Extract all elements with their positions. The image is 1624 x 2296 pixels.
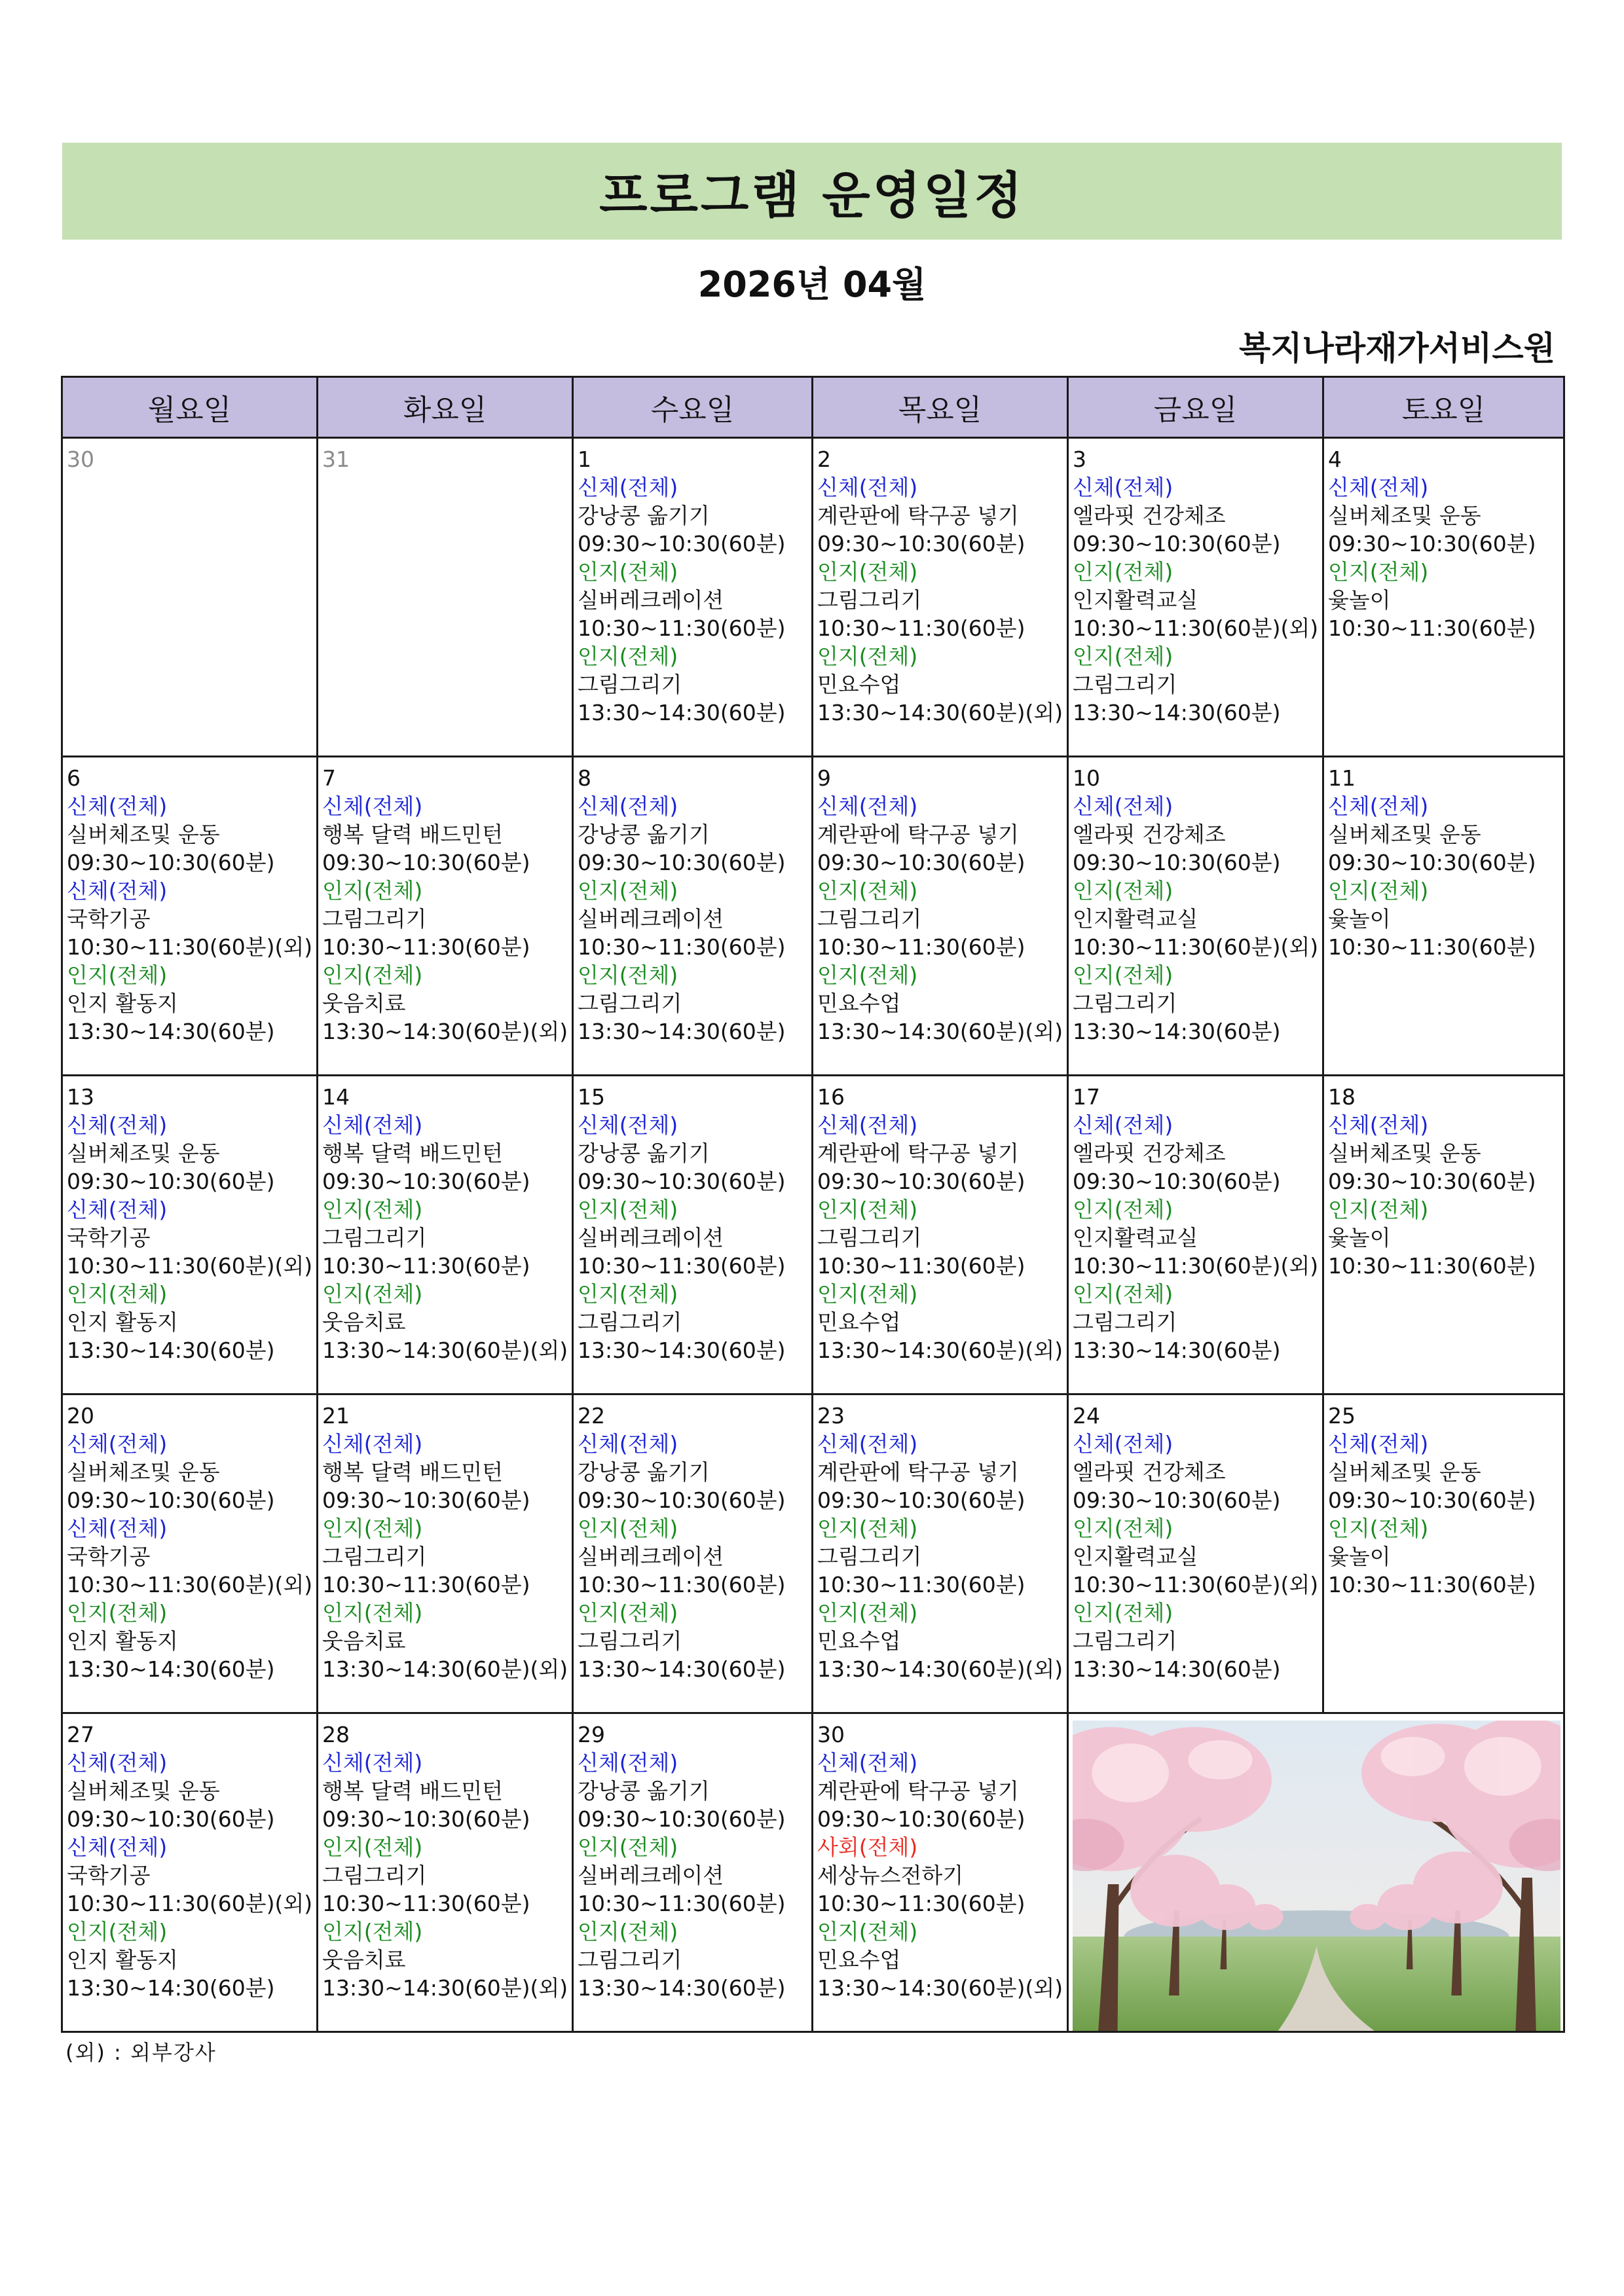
day-number: 1 bbox=[578, 446, 591, 472]
day-number: 27 bbox=[67, 1722, 94, 1747]
program-time: 10:30~11:30(60분) bbox=[578, 1253, 786, 1279]
calendar-day-cell bbox=[573, 438, 813, 757]
calendar-day-cell bbox=[62, 1713, 318, 2032]
program-category: 신체(전체) bbox=[1073, 475, 1173, 500]
program-time: 10:30~11:30(60분) bbox=[817, 1572, 1025, 1597]
program-category: 인지(전체) bbox=[67, 962, 168, 988]
program-category: 인지(전체) bbox=[817, 1281, 918, 1307]
program-activity: 그림그리기 bbox=[578, 672, 682, 697]
calendar-day-cell bbox=[573, 1713, 813, 2032]
program-time: 13:30~14:30(60분) bbox=[1073, 1019, 1281, 1044]
program-activity: 민요수업 bbox=[817, 1947, 901, 1973]
program-activity: 웃음치료 bbox=[322, 991, 406, 1016]
program-time: 09:30~10:30(60분) bbox=[817, 1169, 1025, 1194]
program-category: 인지(전체) bbox=[322, 1834, 423, 1860]
cherry-blossom-illustration bbox=[1073, 1721, 1560, 2031]
program-category: 신체(전체) bbox=[1073, 1112, 1173, 1138]
day-number: 30 bbox=[67, 446, 94, 472]
program-category: 신체(전체) bbox=[817, 1431, 918, 1457]
program-category: 인지(전체) bbox=[1073, 1600, 1173, 1626]
program-category: 신체(전체) bbox=[67, 878, 168, 903]
program-activity: 윷놀이 bbox=[1328, 1225, 1391, 1250]
program-category: 신체(전체) bbox=[578, 1112, 678, 1138]
program-category: 신체(전체) bbox=[817, 1112, 918, 1138]
program-activity: 엘라핏 건강체조 bbox=[1073, 1459, 1226, 1485]
day-number: 3 bbox=[1073, 446, 1086, 472]
program-category: 사회(전체) bbox=[817, 1834, 918, 1860]
program-category: 인지(전체) bbox=[1328, 1197, 1429, 1222]
program-time: 13:30~14:30(60분) bbox=[578, 1975, 786, 2001]
program-time: 10:30~11:30(60분) bbox=[1328, 934, 1536, 960]
title-banner bbox=[62, 143, 1562, 240]
program-time: 10:30~11:30(60분) bbox=[1328, 615, 1536, 641]
weekday-header: 목요일 bbox=[813, 377, 1068, 438]
program-activity: 강낭콩 옮기기 bbox=[578, 503, 710, 528]
program-time: 09:30~10:30(60분) bbox=[1073, 1487, 1281, 1513]
program-category: 인지(전체) bbox=[322, 1197, 423, 1222]
program-category: 인지(전체) bbox=[1073, 962, 1173, 988]
program-time: 10:30~11:30(60분) bbox=[578, 934, 786, 960]
day-number: 18 bbox=[1328, 1084, 1356, 1110]
program-category: 신체(전체) bbox=[67, 1834, 168, 1860]
calendar-day-cell bbox=[318, 438, 573, 757]
program-activity: 행복 달력 배드민턴 bbox=[322, 1459, 504, 1485]
calendar-day-cell bbox=[62, 438, 318, 757]
program-time: 10:30~11:30(60분)(외) bbox=[67, 1891, 313, 1916]
program-category: 신체(전체) bbox=[578, 475, 678, 500]
day-number: 13 bbox=[67, 1084, 94, 1110]
program-category: 인지(전체) bbox=[322, 878, 423, 903]
program-activity: 실버체조및 운동 bbox=[1328, 1140, 1481, 1166]
program-category: 인지(전체) bbox=[578, 1281, 678, 1307]
program-time: 09:30~10:30(60분) bbox=[322, 850, 530, 875]
year-month: 2026년 04월 bbox=[697, 264, 927, 305]
calendar-day-cell bbox=[1323, 438, 1564, 757]
program-time: 13:30~14:30(60분) bbox=[1073, 700, 1281, 725]
program-activity: 인지활력교실 bbox=[1073, 1544, 1198, 1569]
program-category: 인지(전체) bbox=[67, 1281, 168, 1307]
program-time: 09:30~10:30(60분) bbox=[578, 1169, 786, 1194]
calendar-day-cell bbox=[318, 757, 573, 1076]
calendar-day-cell bbox=[1323, 1076, 1564, 1394]
program-category: 인지(전체) bbox=[817, 1516, 918, 1541]
program-time: 10:30~11:30(60분)(외) bbox=[1073, 1572, 1319, 1597]
program-category: 신체(전체) bbox=[67, 1750, 168, 1776]
program-activity: 그림그리기 bbox=[322, 1863, 427, 1888]
day-number: 8 bbox=[578, 765, 591, 791]
program-time: 13:30~14:30(60분) bbox=[578, 700, 786, 725]
program-category: 인지(전체) bbox=[578, 644, 678, 669]
program-category: 신체(전체) bbox=[322, 1750, 423, 1776]
program-time: 13:30~14:30(60분)(외) bbox=[817, 700, 1063, 725]
program-activity: 그림그리기 bbox=[1073, 1628, 1177, 1654]
program-category: 인지(전체) bbox=[578, 1600, 678, 1626]
program-category: 인지(전체) bbox=[817, 1919, 918, 1944]
day-number: 14 bbox=[322, 1084, 350, 1110]
program-activity: 그림그리기 bbox=[322, 1225, 427, 1250]
program-category: 신체(전체) bbox=[817, 475, 918, 500]
calendar-day-cell bbox=[813, 1713, 1068, 2032]
program-time: 09:30~10:30(60분) bbox=[322, 1169, 530, 1194]
calendar-day-cell bbox=[813, 757, 1068, 1076]
day-number: 21 bbox=[322, 1403, 350, 1429]
program-activity: 그림그리기 bbox=[1073, 1309, 1177, 1335]
calendar-day-cell bbox=[1068, 438, 1323, 757]
program-category: 인지(전체) bbox=[1073, 1281, 1173, 1307]
program-activity: 윷놀이 bbox=[1328, 587, 1391, 613]
program-time: 09:30~10:30(60분) bbox=[67, 1487, 275, 1513]
program-activity: 그림그리기 bbox=[1073, 991, 1177, 1016]
day-number: 24 bbox=[1073, 1403, 1100, 1429]
program-activity: 인지 활동지 bbox=[67, 1947, 178, 1973]
program-time: 13:30~14:30(60분)(외) bbox=[817, 1656, 1063, 1682]
program-time: 10:30~11:30(60분)(외) bbox=[67, 1253, 313, 1279]
footnote: (외) : 외부강사 bbox=[65, 2040, 217, 2065]
calendar-day-cell bbox=[813, 1394, 1068, 1713]
program-time: 09:30~10:30(60분) bbox=[1328, 1169, 1536, 1194]
program-time: 10:30~11:30(60분)(외) bbox=[1073, 934, 1319, 960]
day-number: 22 bbox=[578, 1403, 605, 1429]
program-activity: 웃음치료 bbox=[322, 1309, 406, 1335]
program-category: 신체(전체) bbox=[322, 1112, 423, 1138]
program-activity: 국학기공 bbox=[67, 1863, 151, 1888]
program-activity: 계란판에 탁구공 넣기 bbox=[817, 503, 1019, 528]
program-category: 인지(전체) bbox=[578, 1516, 678, 1541]
calendar-day-cell bbox=[1068, 757, 1323, 1076]
program-activity: 국학기공 bbox=[67, 1225, 151, 1250]
calendar-day-cell bbox=[62, 1394, 318, 1713]
program-category: 신체(전체) bbox=[322, 1431, 423, 1457]
program-activity: 계란판에 탁구공 넣기 bbox=[817, 822, 1019, 847]
program-activity: 그림그리기 bbox=[578, 1947, 682, 1973]
program-time: 10:30~11:30(60분)(외) bbox=[1073, 615, 1319, 641]
page-title: 프로그램 운영일정 bbox=[599, 166, 1025, 225]
program-category: 신체(전체) bbox=[578, 793, 678, 819]
program-activity: 엘라핏 건강체조 bbox=[1073, 503, 1226, 528]
program-time: 13:30~14:30(60분) bbox=[578, 1019, 786, 1044]
calendar-day-cell bbox=[1068, 1394, 1323, 1713]
calendar-day-cell bbox=[1068, 1076, 1323, 1394]
program-category: 인지(전체) bbox=[1073, 878, 1173, 903]
calendar-day-cell bbox=[318, 1076, 573, 1394]
program-activity: 실버체조및 운동 bbox=[67, 1778, 220, 1804]
organization-name: 복지나라재가서비스원 bbox=[1239, 329, 1555, 367]
program-activity: 실버체조및 운동 bbox=[67, 822, 220, 847]
program-time: 10:30~11:30(60분)(외) bbox=[67, 1572, 313, 1597]
program-category: 신체(전체) bbox=[817, 793, 918, 819]
program-activity: 실버레크레이션 bbox=[578, 1863, 724, 1888]
program-time: 09:30~10:30(60분) bbox=[578, 850, 786, 875]
program-category: 인지(전체) bbox=[817, 1197, 918, 1222]
program-time: 10:30~11:30(60분) bbox=[817, 1253, 1025, 1279]
program-time: 10:30~11:30(60분) bbox=[578, 1572, 786, 1597]
calendar-body bbox=[62, 438, 1564, 2032]
program-time: 10:30~11:30(60분) bbox=[817, 1891, 1025, 1916]
program-activity: 윷놀이 bbox=[1328, 1544, 1391, 1569]
program-time: 09:30~10:30(60분) bbox=[817, 1487, 1025, 1513]
program-time: 10:30~11:30(60분) bbox=[578, 615, 786, 641]
program-category: 신체(전체) bbox=[67, 1431, 168, 1457]
calendar-day-cell bbox=[318, 1713, 573, 2032]
program-activity: 민요수업 bbox=[817, 991, 901, 1016]
program-activity: 윷놀이 bbox=[1328, 906, 1391, 932]
program-category: 인지(전체) bbox=[578, 1834, 678, 1860]
program-time: 10:30~11:30(60분)(외) bbox=[1073, 1253, 1319, 1279]
weekday-header: 금요일 bbox=[1068, 377, 1323, 438]
program-activity: 민요수업 bbox=[817, 672, 901, 697]
program-category: 인지(전체) bbox=[67, 1600, 168, 1626]
program-time: 10:30~11:30(60분) bbox=[322, 1891, 530, 1916]
program-category: 인지(전체) bbox=[1073, 644, 1173, 669]
program-category: 신체(전체) bbox=[1328, 793, 1429, 819]
program-time: 13:30~14:30(60분)(외) bbox=[817, 1019, 1063, 1044]
program-time: 13:30~14:30(60분) bbox=[67, 1975, 275, 2001]
program-activity: 인지 활동지 bbox=[67, 1309, 178, 1335]
program-time: 09:30~10:30(60분) bbox=[1328, 1487, 1536, 1513]
program-activity: 엘라핏 건강체조 bbox=[1073, 1140, 1226, 1166]
weekday-header: 수요일 bbox=[573, 377, 813, 438]
program-activity: 강낭콩 옮기기 bbox=[578, 1140, 710, 1166]
day-number: 23 bbox=[817, 1403, 845, 1429]
program-category: 신체(전체) bbox=[578, 1750, 678, 1776]
program-activity: 실버체조및 운동 bbox=[1328, 503, 1481, 528]
program-category: 신체(전체) bbox=[1328, 1112, 1429, 1138]
program-time: 13:30~14:30(60분)(외) bbox=[322, 1019, 568, 1044]
program-activity: 인지활력교실 bbox=[1073, 587, 1198, 613]
program-activity: 그림그리기 bbox=[817, 906, 922, 932]
program-activity: 인지 활동지 bbox=[67, 1628, 178, 1654]
calendar-day-cell bbox=[573, 1394, 813, 1713]
program-time: 10:30~11:30(60분) bbox=[322, 934, 530, 960]
program-time: 13:30~14:30(60분) bbox=[578, 1656, 786, 1682]
program-category: 인지(전체) bbox=[578, 559, 678, 585]
program-category: 신체(전체) bbox=[817, 1750, 918, 1776]
program-activity: 민요수업 bbox=[817, 1628, 901, 1654]
program-time: 13:30~14:30(60분) bbox=[67, 1019, 275, 1044]
day-number: 28 bbox=[322, 1722, 350, 1747]
program-time: 10:30~11:30(60분) bbox=[578, 1891, 786, 1916]
day-number: 4 bbox=[1328, 446, 1342, 472]
calendar-week-row bbox=[62, 1713, 1564, 2032]
program-category: 신체(전체) bbox=[1328, 475, 1429, 500]
day-number: 6 bbox=[67, 765, 81, 791]
program-category: 인지(전체) bbox=[322, 1919, 423, 1944]
day-number: 31 bbox=[322, 446, 350, 472]
program-time: 09:30~10:30(60분) bbox=[817, 531, 1025, 556]
day-number: 10 bbox=[1073, 765, 1100, 791]
calendar-day-cell bbox=[62, 1076, 318, 1394]
calendar-day-cell bbox=[573, 757, 813, 1076]
calendar-week-row bbox=[62, 438, 1564, 757]
program-time: 10:30~11:30(60분) bbox=[817, 615, 1025, 641]
program-activity: 인지활력교실 bbox=[1073, 1225, 1198, 1250]
program-category: 인지(전체) bbox=[322, 1516, 423, 1541]
program-category: 인지(전체) bbox=[817, 878, 918, 903]
program-time: 09:30~10:30(60분) bbox=[1328, 850, 1536, 875]
program-activity: 실버레크레이션 bbox=[578, 587, 724, 613]
program-activity: 그림그리기 bbox=[578, 991, 682, 1016]
program-category: 신체(전체) bbox=[67, 793, 168, 819]
program-activity: 강낭콩 옮기기 bbox=[578, 822, 710, 847]
calendar-day-cell bbox=[1323, 1394, 1564, 1713]
schedule-calendar bbox=[61, 376, 1565, 2033]
program-activity: 실버레크레이션 bbox=[578, 1544, 724, 1569]
program-activity: 웃음치료 bbox=[322, 1628, 406, 1654]
program-time: 09:30~10:30(60분) bbox=[578, 1487, 786, 1513]
program-category: 인지(전체) bbox=[817, 1600, 918, 1626]
program-category: 인지(전체) bbox=[578, 878, 678, 903]
program-category: 인지(전체) bbox=[1328, 878, 1429, 903]
cherry-blossom-image bbox=[1068, 1713, 1564, 2032]
program-time: 09:30~10:30(60분) bbox=[578, 531, 786, 556]
program-time: 13:30~14:30(60분)(외) bbox=[322, 1338, 568, 1363]
program-time: 13:30~14:30(60분)(외) bbox=[817, 1975, 1063, 2001]
day-number: 11 bbox=[1328, 765, 1356, 791]
calendar-day-cell bbox=[573, 1076, 813, 1394]
weekday-header-row bbox=[62, 377, 1564, 438]
day-number: 20 bbox=[67, 1403, 94, 1429]
program-activity: 국학기공 bbox=[67, 906, 151, 932]
program-activity: 엘라핏 건강체조 bbox=[1073, 822, 1226, 847]
program-activity: 행복 달력 배드민턴 bbox=[322, 1140, 504, 1166]
calendar-day-cell bbox=[813, 438, 1068, 757]
program-time: 10:30~11:30(60분) bbox=[817, 934, 1025, 960]
program-category: 인지(전체) bbox=[578, 1919, 678, 1944]
day-number: 2 bbox=[817, 446, 831, 472]
program-activity: 그림그리기 bbox=[578, 1628, 682, 1654]
program-activity: 인지활력교실 bbox=[1073, 906, 1198, 932]
program-time: 09:30~10:30(60분) bbox=[67, 1806, 275, 1832]
program-activity: 그림그리기 bbox=[1073, 672, 1177, 697]
program-time: 13:30~14:30(60분) bbox=[578, 1338, 786, 1363]
program-time: 13:30~14:30(60분) bbox=[1073, 1338, 1281, 1363]
program-category: 신체(전체) bbox=[322, 793, 423, 819]
program-activity: 실버체조및 운동 bbox=[1328, 1459, 1481, 1485]
program-category: 인지(전체) bbox=[1073, 1197, 1173, 1222]
program-activity: 국학기공 bbox=[67, 1544, 151, 1569]
program-category: 인지(전체) bbox=[1328, 1516, 1429, 1541]
calendar-day-cell bbox=[318, 1394, 573, 1713]
day-number: 29 bbox=[578, 1722, 605, 1747]
program-activity: 실버체조및 운동 bbox=[67, 1140, 220, 1166]
weekday-header: 월요일 bbox=[62, 377, 318, 438]
program-time: 13:30~14:30(60분)(외) bbox=[322, 1975, 568, 2001]
day-number: 7 bbox=[322, 765, 336, 791]
program-activity: 행복 달력 배드민턴 bbox=[322, 1778, 504, 1804]
program-time: 09:30~10:30(60분) bbox=[1073, 1169, 1281, 1194]
program-category: 신체(전체) bbox=[67, 1197, 168, 1222]
program-activity: 그림그리기 bbox=[817, 587, 922, 613]
program-time: 13:30~14:30(60분)(외) bbox=[817, 1338, 1063, 1363]
program-activity: 계란판에 탁구공 넣기 bbox=[817, 1459, 1019, 1485]
day-number: 9 bbox=[817, 765, 831, 791]
program-time: 09:30~10:30(60분) bbox=[322, 1487, 530, 1513]
day-number: 30 bbox=[817, 1722, 845, 1747]
program-time: 09:30~10:30(60분) bbox=[67, 1169, 275, 1194]
program-category: 신체(전체) bbox=[67, 1112, 168, 1138]
program-category: 신체(전체) bbox=[1328, 1431, 1429, 1457]
program-time: 09:30~10:30(60분) bbox=[67, 850, 275, 875]
program-time: 10:30~11:30(60분) bbox=[322, 1253, 530, 1279]
program-time: 10:30~11:30(60분)(외) bbox=[67, 934, 313, 960]
program-category: 인지(전체) bbox=[817, 559, 918, 585]
calendar-day-cell bbox=[62, 757, 318, 1076]
program-activity: 실버레크레이션 bbox=[578, 1225, 724, 1250]
program-category: 인지(전체) bbox=[578, 1197, 678, 1222]
program-activity: 웃음치료 bbox=[322, 1947, 406, 1973]
program-category: 인지(전체) bbox=[322, 1600, 423, 1626]
program-time: 09:30~10:30(60분) bbox=[1073, 531, 1281, 556]
calendar-week-row bbox=[62, 1076, 1564, 1394]
day-number: 25 bbox=[1328, 1403, 1356, 1429]
program-activity: 실버체조및 운동 bbox=[1328, 822, 1481, 847]
program-activity: 세상뉴스전하기 bbox=[817, 1863, 964, 1888]
program-category: 인지(전체) bbox=[67, 1919, 168, 1944]
program-activity: 강낭콩 옮기기 bbox=[578, 1459, 710, 1485]
program-activity: 계란판에 탁구공 넣기 bbox=[817, 1778, 1019, 1804]
program-time: 13:30~14:30(60분) bbox=[67, 1656, 275, 1682]
program-activity: 그림그리기 bbox=[578, 1309, 682, 1335]
calendar-day-cell bbox=[1323, 757, 1564, 1076]
program-activity: 실버레크레이션 bbox=[578, 906, 724, 932]
program-category: 인지(전체) bbox=[817, 962, 918, 988]
program-time: 09:30~10:30(60분) bbox=[578, 1806, 786, 1832]
program-time: 13:30~14:30(60분) bbox=[1073, 1656, 1281, 1682]
program-time: 09:30~10:30(60분) bbox=[817, 850, 1025, 875]
program-activity: 민요수업 bbox=[817, 1309, 901, 1335]
program-category: 인지(전체) bbox=[1073, 559, 1173, 585]
program-category: 인지(전체) bbox=[578, 962, 678, 988]
day-number: 16 bbox=[817, 1084, 845, 1110]
day-number: 17 bbox=[1073, 1084, 1100, 1110]
calendar-day-cell bbox=[813, 1076, 1068, 1394]
program-time: 10:30~11:30(60분) bbox=[1328, 1572, 1536, 1597]
program-activity: 강낭콩 옮기기 bbox=[578, 1778, 710, 1804]
program-time: 09:30~10:30(60분) bbox=[1328, 531, 1536, 556]
program-activity: 실버체조및 운동 bbox=[67, 1459, 220, 1485]
program-category: 신체(전체) bbox=[1073, 793, 1173, 819]
program-activity: 인지 활동지 bbox=[67, 991, 178, 1016]
program-activity: 그림그리기 bbox=[322, 1544, 427, 1569]
program-category: 신체(전체) bbox=[1073, 1431, 1173, 1457]
weekday-header: 화요일 bbox=[318, 377, 573, 438]
program-activity: 행복 달력 배드민턴 bbox=[322, 822, 504, 847]
program-category: 인지(전체) bbox=[1328, 559, 1429, 585]
calendar-week-row bbox=[62, 1394, 1564, 1713]
program-activity: 계란판에 탁구공 넣기 bbox=[817, 1140, 1019, 1166]
day-number: 15 bbox=[578, 1084, 605, 1110]
program-category: 인지(전체) bbox=[1073, 1516, 1173, 1541]
program-time: 10:30~11:30(60분) bbox=[322, 1572, 530, 1597]
program-activity: 그림그리기 bbox=[322, 906, 427, 932]
program-time: 13:30~14:30(60분) bbox=[67, 1338, 275, 1363]
program-category: 인지(전체) bbox=[322, 962, 423, 988]
program-activity: 그림그리기 bbox=[817, 1544, 922, 1569]
weekday-header: 토요일 bbox=[1323, 377, 1564, 438]
program-category: 신체(전체) bbox=[578, 1431, 678, 1457]
program-activity: 그림그리기 bbox=[817, 1225, 922, 1250]
program-category: 인지(전체) bbox=[817, 644, 918, 669]
program-time: 10:30~11:30(60분) bbox=[1328, 1253, 1536, 1279]
program-time: 09:30~10:30(60분) bbox=[322, 1806, 530, 1832]
program-time: 09:30~10:30(60분) bbox=[817, 1806, 1025, 1832]
program-category: 신체(전체) bbox=[67, 1516, 168, 1541]
program-time: 09:30~10:30(60분) bbox=[1073, 850, 1281, 875]
program-category: 인지(전체) bbox=[322, 1281, 423, 1307]
calendar-week-row bbox=[62, 757, 1564, 1076]
program-time: 13:30~14:30(60분)(외) bbox=[322, 1656, 568, 1682]
